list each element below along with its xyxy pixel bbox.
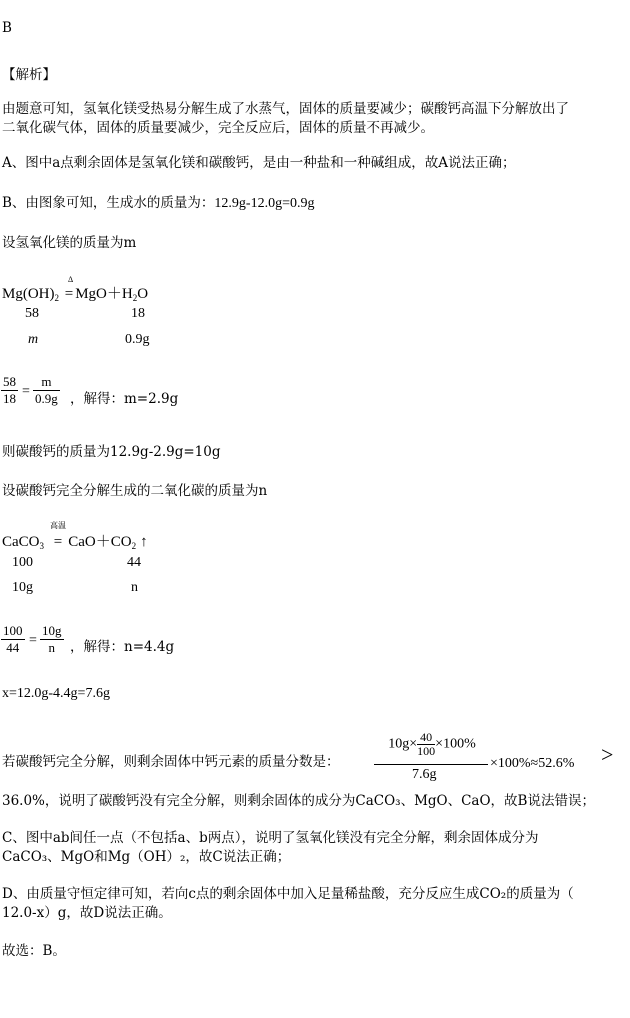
ratio1-left-num: 58: [3, 374, 16, 389]
answer-letter: B: [2, 20, 12, 36]
eq2-known: 10g: [12, 580, 33, 595]
ratio1-left: [1, 374, 18, 407]
ratio2-left-num: 100: [3, 623, 23, 638]
option-b-text: [2, 191, 314, 212]
ca-fraction-numerator: [376, 731, 488, 758]
set-mg-text: 设氢氧化镁的质量为m: [2, 235, 137, 251]
option-a-text: A、图中a点剩余固体是氢氧化镁和碳酸钙，是由一种盐和一种碱组成，故A说法正确；: [2, 155, 516, 171]
ca-fraction-num-a: 10g×: [388, 736, 418, 752]
ca-fraction-num-b: ×100%: [435, 736, 476, 752]
b-conclusion: 36.0%，说明了碳酸钙没有完全分解，则剩余固体的成分为CaCO₃、MgO、CaO，故B说法错误；: [2, 793, 595, 809]
ca-inner-num: 40: [420, 730, 433, 744]
ca-fraction-tail: ×100%≈52.6%: [490, 756, 575, 771]
eq1-products-sub: 2: [132, 293, 138, 303]
eq2-products-a: CaO＋CO: [68, 534, 132, 550]
caco3-mass-text: 则碳酸钙的质量为12.9g-2.9g=10g: [2, 444, 221, 460]
ratio1-solve: ，解得：m=2.9g: [70, 391, 179, 407]
eq2-coef-right: 44: [127, 555, 141, 570]
eq1-condition: Δ: [68, 275, 74, 284]
eq1-coef-left: 58: [25, 306, 39, 321]
eq1-products-b: O: [137, 286, 149, 302]
ratio1-right: [33, 374, 60, 407]
ca-fraction-prefix: 若碳酸钙完全分解，则剩余固体中钙元素的质量分数是：: [2, 754, 340, 770]
eq2-reactant-sub: 3: [39, 541, 44, 551]
option-c-line-1: C、图中ab间任一点（不包括a、b两点），说明了氢氧化镁没有完全分解，剩余固体成分为: [2, 830, 539, 846]
ratio2-solve: ，解得：n=4.4g: [70, 639, 175, 655]
ratio1-right-num: m: [41, 374, 52, 389]
ratio2-equals: =: [29, 633, 37, 648]
eq1-reactant: Mg(OH): [2, 286, 55, 302]
eq2-equation: CaCO$_3$ = $CaO+CO_2$ ↑: [2, 534, 148, 551]
ca-inner-fraction: [417, 731, 435, 758]
ratio2-right-den: n: [40, 639, 64, 656]
eq1-equation: $Mg(OH)_2 = MgO+H_2O$: [2, 286, 149, 303]
eq2-unknown: n: [131, 580, 138, 595]
intro-line-1: 由题意可知，氢氧化镁受热易分解生成了水蒸气，固体的质量要减少；碳酸钙高温下分解放出了: [2, 101, 569, 117]
eq2-reactant: CaCO: [2, 534, 40, 550]
ratio1-left-den: 18: [3, 391, 16, 406]
ca-inner-den: 100: [417, 744, 436, 758]
eq2-coef-left: 100: [12, 555, 33, 570]
option-c-line-2: CaCO₃、MgO和Mg（OH）₂，故C说法正确；: [2, 849, 291, 865]
x-calculation: x=12.0g-4.4g=7.6g: [2, 686, 110, 701]
eq2-condition: 高温: [50, 521, 66, 530]
eq1-known: 0.9g: [125, 332, 150, 347]
option-d-line-1: D、由质量守恒定律可知，若向c点的剩余固体中加入足量稀盐酸，充分反应生成CO₂的质量为（: [2, 886, 574, 902]
option-b-prefix: B、由图象可知，生成水的质量为：: [2, 195, 215, 211]
ratio1-right-den: 0.9g: [35, 391, 58, 406]
intro-line-2: 二氧化碳气体，固体的质量要减少，完全反应后，固体的质量不再减少。: [2, 120, 434, 136]
ca-fraction-bar: [374, 764, 488, 765]
ca-fraction-den: 7.6g: [412, 767, 437, 782]
ratio2-right: [40, 623, 64, 656]
eq2-arrow: ↑: [140, 534, 148, 550]
eq1-reactant-sub: 2: [54, 293, 59, 303]
eq1-coef-right: 18: [131, 306, 145, 321]
final-answer: 故选：B。: [2, 943, 66, 959]
ratio2-left: [1, 623, 25, 656]
eq1-products-a: MgO＋H: [75, 286, 133, 302]
option-d-line-2: 12.0-x）g，故D说法正确。: [2, 905, 172, 921]
eq2-products-sub: 2: [131, 541, 137, 551]
ratio2-left-den: 44: [1, 639, 25, 656]
analysis-heading: 【解析】: [2, 67, 56, 83]
eq1-unknown: m: [28, 332, 39, 347]
option-b-value: 12.9g-12.0g=0.9g: [214, 196, 315, 211]
ratio2-right-num: 10g: [42, 623, 62, 638]
set-co2-text: 设碳酸钙完全分解生成的二氧化碳的质量为n: [2, 483, 268, 499]
ratio1-equals: =: [22, 384, 30, 399]
ca-fraction-compare: >: [601, 742, 614, 767]
